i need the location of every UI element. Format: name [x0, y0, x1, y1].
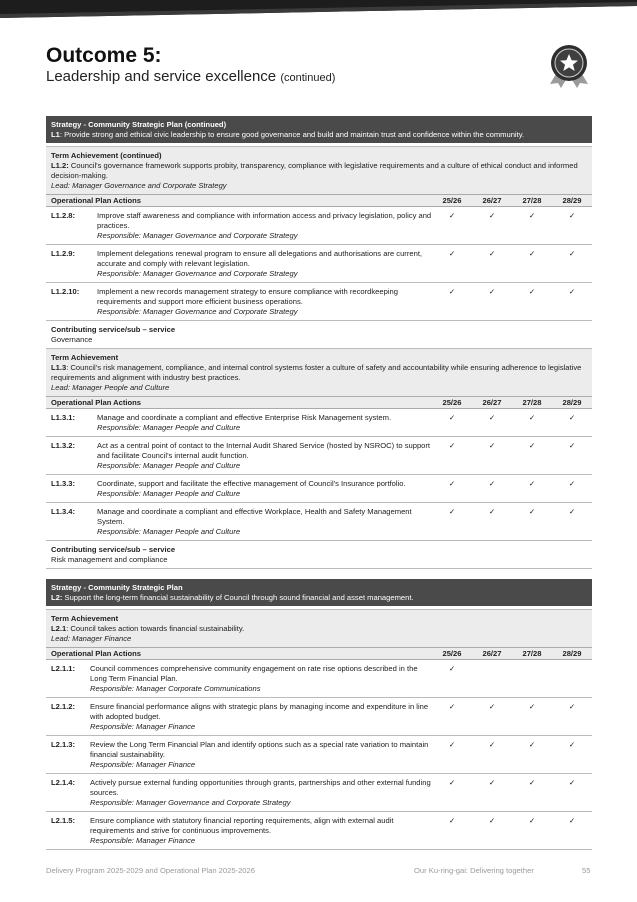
action-description: Manage and coordinate a compliant and effective Workplace, Health and Safety Management System. Responsible: Manager People and Culture	[97, 507, 412, 536]
tick-mark: ✓	[488, 816, 496, 825]
action-row	[46, 812, 592, 850]
tick-mark	[552, 664, 592, 694]
contributing-service: Contributing service/sub – service Risk management and compliance	[46, 541, 592, 569]
strategy-l2-section	[46, 579, 592, 850]
action-description: Implement delegations renewal program to ensure all delegations and authorisations are current, accurate and comply with relevant legislation. Responsible: Manager Governance and Corporate Strategy	[97, 249, 423, 278]
tick-mark: ✓	[528, 479, 536, 488]
action-description: Improve staff awareness and compliance with information access and privacy legislation, policy and practices. Responsible: Manager Governance and Corporate Strategy	[97, 211, 432, 240]
term-achievement-l1-2: Term Achievement (continued) L1.2: Council's governance framework supports probity, transparency, compliance with legislative requirements and a culture of ethical conduct and informed decision-making. Lead: Manager Governance and Corporate Strategy	[46, 146, 592, 194]
action-row	[46, 283, 592, 321]
tick-mark: ✓	[568, 287, 576, 296]
tick-mark: ✓	[488, 441, 496, 450]
tick-mark: ✓	[528, 413, 536, 422]
tick-mark	[512, 664, 552, 694]
contributing-service: Contributing service/sub – service Governance	[46, 321, 592, 348]
action-description: Ensure financial performance aligns with strategic plans by managing income and expenditure in line with adopted budget. Responsible: Manager Finance	[90, 702, 429, 731]
action-row	[46, 660, 592, 698]
tick-mark: ✓	[568, 740, 576, 749]
action-code: L2.1.3:	[51, 740, 76, 749]
tick-mark: ✓	[448, 702, 456, 711]
footer-document-title: Delivery Program 2025-2029 and Operational Plan 2025-2026	[46, 866, 255, 875]
tick-mark: ✓	[448, 413, 456, 422]
tick-mark: ✓	[528, 441, 536, 450]
action-row	[46, 736, 592, 774]
action-code: L1.3.4:	[51, 507, 76, 516]
action-row	[46, 698, 592, 736]
action-code: L1.3.3:	[51, 479, 76, 488]
tick-mark: ✓	[568, 479, 576, 488]
tick-mark: ✓	[488, 778, 496, 787]
action-description: Ensure compliance with statutory financial reporting requirements, align with external audit requirements and strive for continuous improvements. Responsible: Manager Finance	[90, 816, 394, 845]
action-code: L2.1.2:	[51, 702, 76, 711]
tick-mark: ✓	[448, 664, 456, 673]
action-row	[46, 245, 592, 283]
action-row	[46, 774, 592, 812]
action-description: Council commences comprehensive community engagement on rate rise options described in the Long Term Financial Plan. Responsible: Manager Corporate Communications	[90, 664, 418, 693]
ops-table-header: Operational Plan Actions 25/26 26/27 27/28 28/29	[46, 647, 592, 660]
tick-mark: ✓	[448, 778, 456, 787]
tick-mark: ✓	[488, 249, 496, 258]
action-description: Coordinate, support and facilitate the effective management of Council's Insurance portfolio. Responsible: Manager People and Culture	[97, 479, 406, 498]
tick-mark: ✓	[448, 287, 456, 296]
tick-mark: ✓	[568, 211, 576, 220]
action-code: L2.1.5:	[51, 816, 76, 825]
tick-mark: ✓	[528, 740, 536, 749]
strategy-l1-header: Strategy - Community Strategic Plan (continued) L1: Provide strong and ethical civic leadership to ensure good governance and build and maintain trust and confidence within the community.	[46, 116, 592, 143]
star-medal-icon	[548, 44, 590, 88]
action-description: Review the Long Term Financial Plan and identify options such as a special rate variation to maintain financial sustainability. Responsible: Manager Finance	[90, 740, 429, 769]
tick-mark: ✓	[488, 413, 496, 422]
tick-mark: ✓	[528, 507, 536, 516]
tick-mark: ✓	[568, 507, 576, 516]
tick-mark: ✓	[568, 816, 576, 825]
footer-tagline: Our Ku-ring-gai: Delivering together	[414, 866, 534, 875]
ops-table-header: Operational Plan Actions 25/26 26/27 27/28 28/29	[46, 194, 592, 207]
action-row	[46, 207, 592, 245]
tick-mark: ✓	[448, 249, 456, 258]
action-row	[46, 409, 592, 437]
page-number: 55	[582, 866, 591, 875]
tick-mark: ✓	[488, 287, 496, 296]
tick-mark: ✓	[488, 211, 496, 220]
strategy-l2-header: Strategy - Community Strategic Plan L2: Support the long-term financial sustainability of Council through sound financial and asset management.	[46, 579, 592, 606]
action-code: L1.2.10:	[51, 287, 80, 296]
action-description: Implement a new records management strategy to ensure compliance with recordkeeping requirements and support more efficient business operations. Responsible: Manager Governance and Corporate Strategy	[97, 287, 398, 316]
action-description: Actively pursue external funding opportunities through grants, partnerships and other external funding sources. Responsible: Manager Governance and Corporate Strategy	[90, 778, 431, 807]
tick-mark: ✓	[528, 287, 536, 296]
tick-mark: ✓	[568, 249, 576, 258]
page-title: Outcome 5:	[46, 44, 162, 67]
tick-mark: ✓	[568, 413, 576, 422]
ops-table-header: Operational Plan Actions 25/26 26/27 27/28 28/29	[46, 396, 592, 409]
tick-mark: ✓	[448, 479, 456, 488]
action-code: L1.2.8:	[51, 211, 76, 220]
top-decorative-bar	[0, 0, 637, 22]
tick-mark: ✓	[448, 816, 456, 825]
action-code: L2.1.4:	[51, 778, 76, 787]
tick-mark: ✓	[568, 441, 576, 450]
tick-mark: ✓	[528, 211, 536, 220]
tick-mark: ✓	[528, 778, 536, 787]
action-description: Act as a central point of contact to the Internal Audit Shared Service (hosted by NSROC) to support and facilitate Council's internal audit function. Responsible: Manager People and Culture	[97, 441, 431, 470]
tick-mark: ✓	[488, 702, 496, 711]
action-code: L1.3.1:	[51, 413, 76, 422]
action-code: L1.2.9:	[51, 249, 76, 258]
tick-mark: ✓	[528, 816, 536, 825]
tick-mark: ✓	[448, 740, 456, 749]
tick-mark: ✓	[528, 249, 536, 258]
tick-mark: ✓	[488, 507, 496, 516]
tick-mark: ✓	[488, 479, 496, 488]
action-row	[46, 437, 592, 475]
action-row	[46, 503, 592, 541]
tick-mark: ✓	[448, 211, 456, 220]
page-subtitle: Leadership and service excellence (continued)	[46, 68, 336, 85]
action-code: L2.1.1:	[51, 664, 76, 673]
tick-mark	[472, 664, 512, 694]
strategy-l1-section	[46, 116, 592, 569]
tick-mark: ✓	[568, 702, 576, 711]
term-achievement-l2-1: Term Achievement L2.1: Council takes action towards financial sustainability. Lead: Manager Finance	[46, 609, 592, 647]
tick-mark: ✓	[448, 507, 456, 516]
tick-mark: ✓	[528, 702, 536, 711]
action-code: L1.3.2:	[51, 441, 76, 450]
action-description: Manage and coordinate a compliant and effective Enterprise Risk Management system. Responsible: Manager People and Culture	[97, 413, 392, 432]
tick-mark: ✓	[448, 441, 456, 450]
tick-mark: ✓	[488, 740, 496, 749]
term-achievement-l1-3: Term Achievement L1.3: Council's risk management, compliance, and internal control systems foster a culture of safety and accountability while ensuring adherence to legislative requirements and alignment with industry best practices. Lead: Manager People and Culture	[46, 348, 592, 396]
action-row	[46, 475, 592, 503]
tick-mark: ✓	[568, 778, 576, 787]
